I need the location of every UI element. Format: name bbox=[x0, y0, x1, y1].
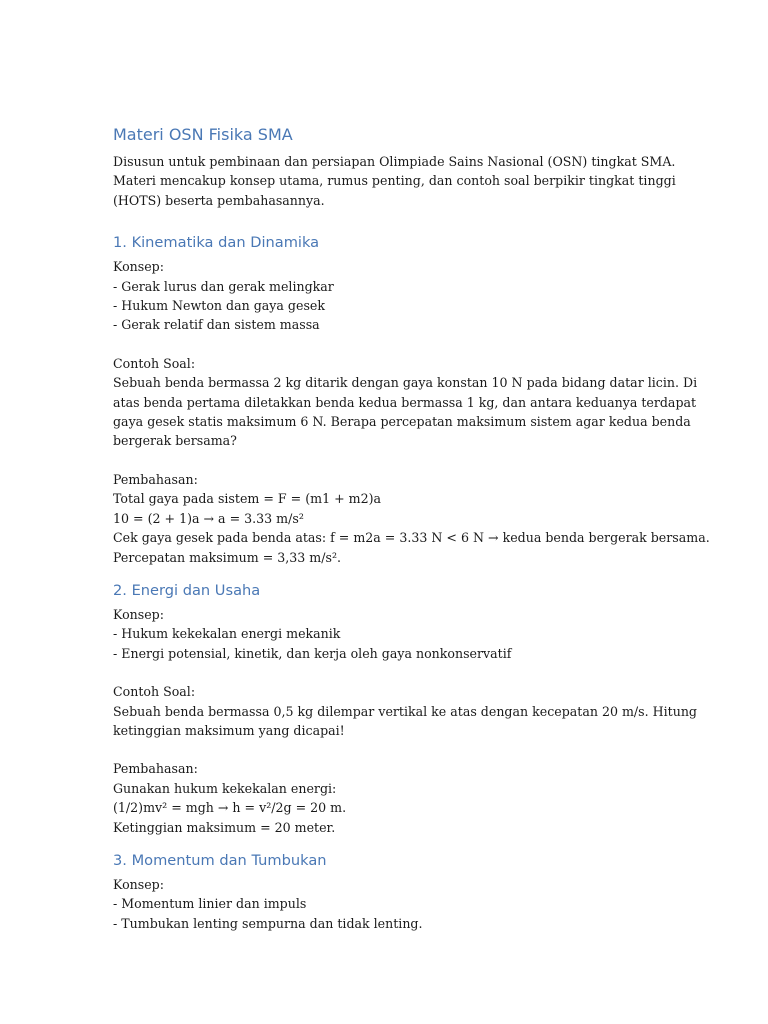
intro-line: Materi mencakup konsep utama, rumus penting, dan contoh soal berpikir tingkat tinggi bbox=[113, 173, 676, 189]
pembahasan-block bbox=[113, 759, 668, 837]
konsep-item: - Momentum linier dan impuls bbox=[113, 896, 307, 912]
intro-line: (HOTS) beserta pembahasannya. bbox=[113, 192, 325, 208]
document-title: Materi OSN Fisika SMA bbox=[113, 125, 293, 144]
soal-block bbox=[113, 682, 697, 740]
soal-line: bergerak bersama? bbox=[113, 433, 237, 449]
konsep-block bbox=[113, 875, 668, 933]
pembahasan-line: 10 = (2 + 1)a → a = 3.33 m/s² bbox=[113, 510, 304, 526]
konsep-item: - Hukum kekekalan energi mekanik bbox=[113, 626, 341, 642]
konsep-item: - Hukum Newton dan gaya gesek bbox=[113, 298, 325, 314]
pembahasan-line: Total gaya pada sistem = F = (m1 + m2)a bbox=[113, 491, 382, 507]
section-heading: 3. Momentum dan Tumbukan bbox=[113, 851, 327, 869]
intro-line: Disusun untuk pembinaan dan persiapan Olimpiade Sains Nasional (OSN) tingkat SMA. bbox=[113, 154, 676, 169]
soal-label: Contoh Soal: bbox=[113, 355, 196, 371]
section-momentum bbox=[113, 851, 668, 933]
pembahasan-label: Pembahasan: bbox=[113, 761, 198, 777]
konsep-item: - Tumbukan lenting sempurna dan tidak lenting. bbox=[113, 915, 423, 931]
intro-paragraph bbox=[113, 152, 676, 210]
konsep-label: Konsep: bbox=[113, 606, 164, 622]
section-heading: 1. Kinematika dan Dinamika bbox=[113, 234, 320, 252]
soal-line: ketinggian maksimum yang dicapai! bbox=[113, 722, 345, 738]
pembahasan-line: Gunakan hukum kekekalan energi: bbox=[113, 780, 337, 796]
section-heading: 2. Energi dan Usaha bbox=[113, 581, 261, 599]
soal-line: Sebuah benda bermassa 2 kg ditarik dengan gaya konstan 10 N pada bidang datar licin. Di bbox=[113, 375, 698, 391]
soal-line: Sebuah benda bermassa 0,5 kg dilempar vertikal ke atas dengan kecepatan 20 m/s. Hitung bbox=[113, 703, 697, 719]
soal-line: gaya gesek statis maksimum 6 N. Berapa percepatan maksimum sistem agar kedua benda bbox=[113, 414, 691, 430]
konsep-label: Konsep: bbox=[113, 259, 164, 275]
konsep-item: - Energi potensial, kinetik, dan kerja oleh gaya nonkonservatif bbox=[113, 645, 512, 661]
pembahasan-block bbox=[113, 470, 710, 567]
pembahasan-line: Percepatan maksimum = 3,33 m/s². bbox=[113, 549, 342, 565]
soal-label: Contoh Soal: bbox=[113, 684, 196, 700]
pembahasan-line: (1/2)mv² = mgh → h = v²/2g = 20 m. bbox=[113, 800, 347, 816]
konsep-label: Konsep: bbox=[113, 876, 164, 892]
konsep-block bbox=[113, 257, 668, 335]
pembahasan-label: Pembahasan: bbox=[113, 471, 198, 487]
konsep-item: - Gerak lurus dan gerak melingkar bbox=[113, 278, 334, 294]
section-energi bbox=[113, 581, 697, 837]
section-kinematika bbox=[113, 233, 710, 567]
pembahasan-line: Cek gaya gesek pada benda atas: f = m2a = 3.33 N < 6 N → kedua benda bergerak bersama. bbox=[113, 530, 710, 546]
soal-block bbox=[113, 354, 698, 451]
konsep-block bbox=[113, 605, 668, 663]
konsep-item: - Gerak relatif dan sistem massa bbox=[113, 317, 320, 333]
soal-line: atas benda pertama diletakkan benda kedua bermassa 1 kg, dan antara keduanya terdapat bbox=[113, 394, 697, 410]
pembahasan-line: Ketinggian maksimum = 20 meter. bbox=[113, 819, 336, 835]
